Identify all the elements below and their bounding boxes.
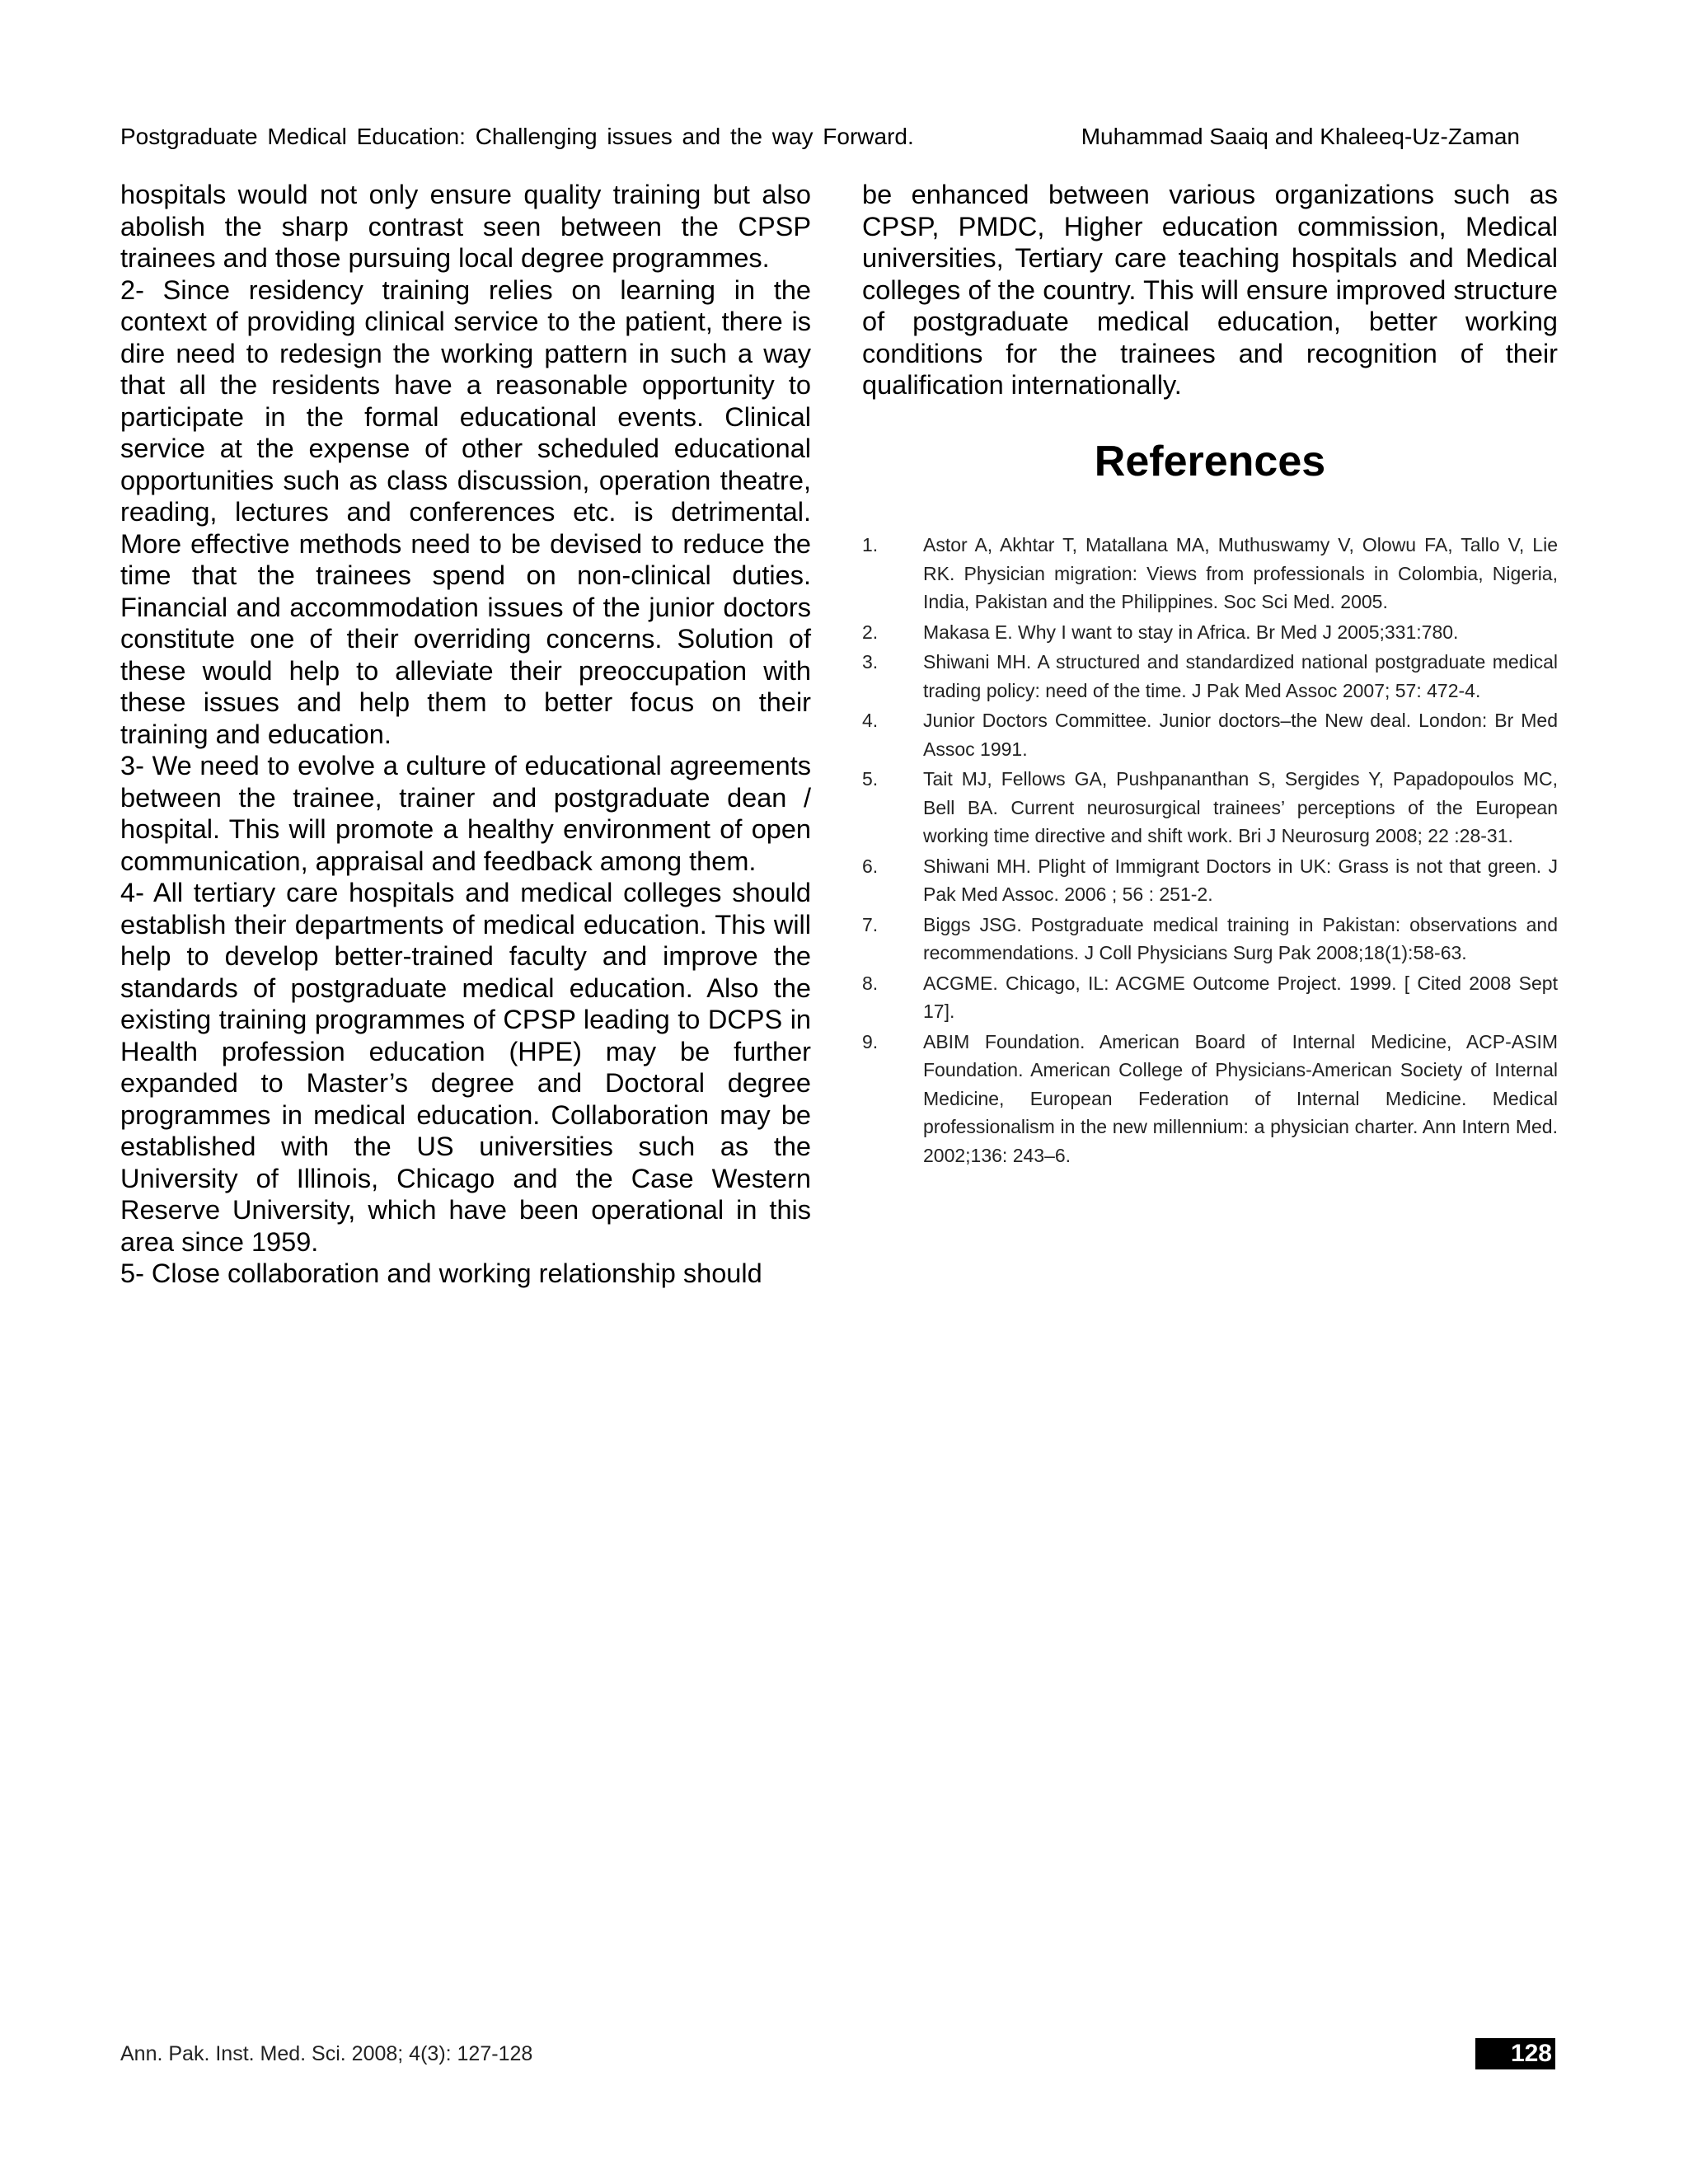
reference-item [862, 531, 1558, 616]
body-paragraph: 5- Close collaboration and working relationship should [120, 1258, 762, 1288]
reference-number: 9. [862, 1030, 879, 1052]
reference-item [862, 648, 1558, 705]
reference-text: Biggs JSG. Postgraduate medical training in Pakistan: observations and recommendations. J Coll Physicians Surg Pak 2008;18(1):58-63. [923, 913, 1558, 963]
left-column [120, 179, 811, 1290]
body-paragraph: be enhanced between various organizations such as CPSP, PMDC, Higher education commission, Medical universities, Tertiary care teaching hospitals and Medical colleges of the country. This will ensure improved structure of postgraduate medical education, better working conditions for the trainees and recognition of their qualification internationally. [862, 180, 1558, 400]
body-paragraph: 3- We need to evolve a culture of educational agreements between the trainee, trainer and postgraduate dean / hospital. This will promote a healthy environment of open communication, appraisal and feedback among them. [120, 751, 811, 876]
running-header [120, 124, 1520, 150]
body-paragraph: 2- Since residency training relies on learning in the context of providing clinical service to the patient, there is dire need to redesign the working pattern in such a way that all the residents have a reasonable opportunity to participate in the formal educational events. Clinical service at the expense of other scheduled educational opportunities such as class discussion, operation theatre, reading, lectures and conferences etc. is detrimental. More effective methods need to be devised to reduce the time that the trainees spend on non-clinical duties. Financial and accommodation issues of the junior doctors constitute one of their overriding concerns. Solution of these would help to alleviate their preoccupation with these issues and help them to better focus on their training and education. [120, 274, 811, 749]
reference-text: Junior Doctors Committee. Junior doctors–the New deal. London: Br Med Assoc 1991. [923, 710, 1558, 760]
reference-text: ACGME. Chicago, IL: ACGME Outcome Project. 1999. [ Cited 2008 Sept 17]. [923, 972, 1558, 1022]
reference-item [862, 911, 1558, 968]
reference-item [862, 1028, 1558, 1170]
reference-number: 2. [862, 621, 879, 643]
reference-text: ABIM Foundation. American Board of Internal Medicine, ACP-ASIM Foundation. American College of Physicians-American Society of Internal Medicine, European Federation of Internal Medicine. Medical professionalism in the new millennium: a physician charter. Ann Intern Med. 2002;136: 243–6. [923, 1030, 1558, 1166]
reference-item [862, 618, 1558, 647]
reference-item [862, 706, 1558, 763]
reference-text: Astor A, Akhtar T, Matallana MA, Muthuswamy V, Olowu FA, Tallo V, Lie RK. Physician migration: Views from professionals in Colombia, Nigeria, India, Pakistan and the Philippines. Soc Sci Med. 2005. [923, 534, 1558, 612]
reference-number: 4. [862, 710, 879, 731]
body-paragraph: 4- All tertiary care hospitals and medical colleges should establish their departments of medical education. This will help to develop better-trained faculty and improve the standards of postgraduate medical education. Also the existing training programmes of CPSP leading to DCPS in Health profession education (HPE) may be further expanded to Master’s degree and Doctoral degree programmes in medical education. Collaboration may be established with the US universities such as the University of Illinois, Chicago and the Case Western Reserve University, which have been operational in this area since 1959. [120, 878, 811, 1257]
reference-text: Makasa E. Why I want to stay in Africa. Br Med J 2005;331:780. [923, 621, 1459, 643]
reference-text: Tait MJ, Fellows GA, Pushpananthan S, Sergides Y, Papadopoulos MC, Bell BA. Current neurosurgical trainees’ perceptions of the European working time directive and shift work. Bri J Neurosurg 2008; 22 :28-31. [923, 768, 1558, 846]
footer-citation: Ann. Pak. Inst. Med. Sci. 2008; 4(3): 127-128 [120, 2042, 533, 2065]
reference-item [862, 765, 1558, 851]
reference-item [862, 969, 1558, 1026]
reference-text: Shiwani MH. Plight of Immigrant Doctors in UK: Grass is not that green. J Pak Med Assoc. 2006 ; 56 : 251-2. [923, 855, 1558, 905]
references-list [862, 531, 1558, 1171]
running-authors: Muhammad Saaiq and Khaleeq-Uz-Zaman [1081, 124, 1520, 149]
reference-number: 1. [862, 534, 879, 555]
reference-number: 6. [862, 855, 879, 877]
reference-text: Shiwani MH. A structured and standardized national postgraduate medical trading policy: need of the time. J Pak Med Assoc 2007; 57: 472-4. [923, 651, 1558, 701]
reference-number: 5. [862, 768, 879, 790]
reference-number: 3. [862, 651, 879, 673]
right-column [862, 179, 1558, 401]
body-paragraph: hospitals would not only ensure quality training but also abolish the sharp contrast seen between the CPSP trainees and those pursuing local degree programmes. [120, 180, 811, 273]
references-heading: References [1094, 438, 1326, 485]
reference-number: 7. [862, 913, 879, 935]
reference-number: 8. [862, 972, 879, 994]
reference-item [862, 852, 1558, 909]
running-title: Postgraduate Medical Education: Challenging issues and the way Forward. [120, 124, 914, 149]
page-number: 128 [1475, 2038, 1555, 2069]
